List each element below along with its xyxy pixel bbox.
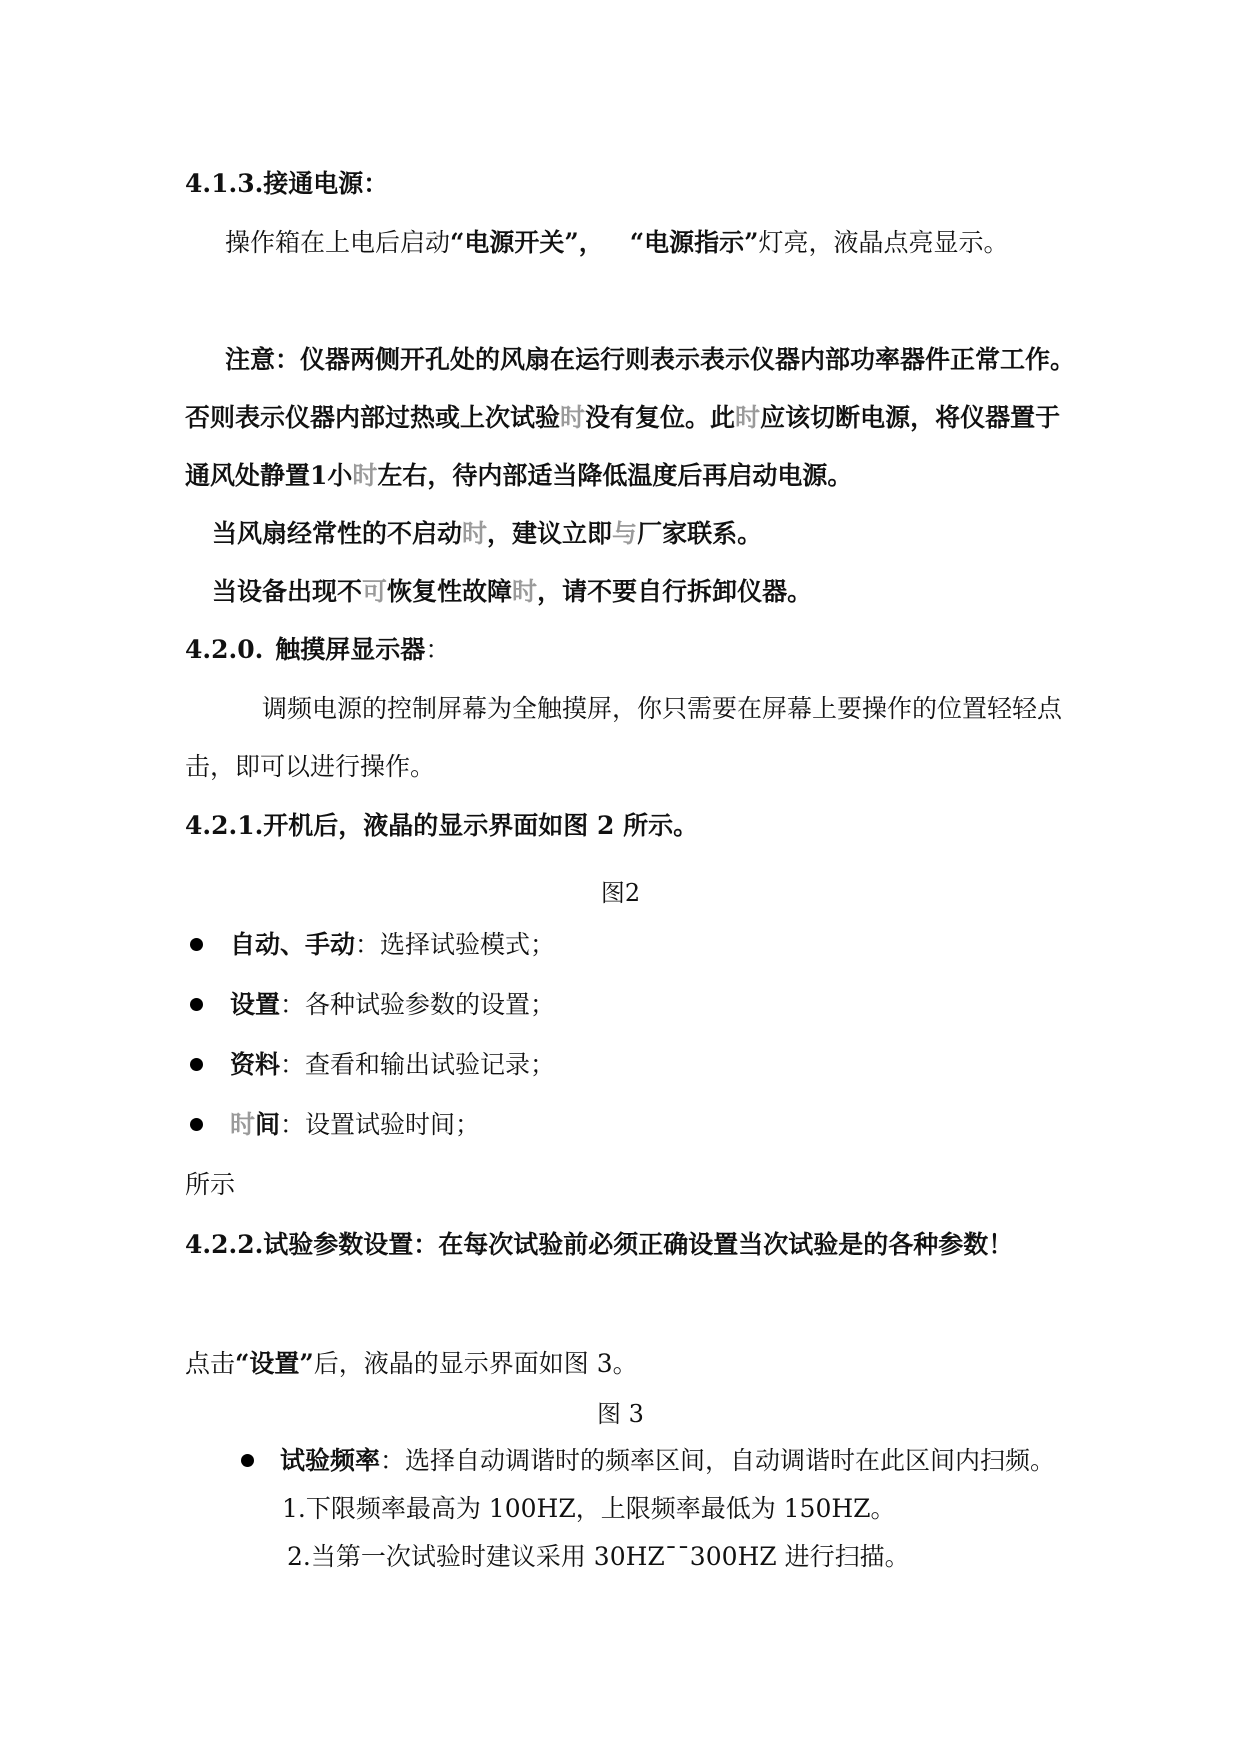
- list-item-desc: ：选择自动调谐时的频率区间，自动调谐时在此区间内扫频。: [380, 1446, 1056, 1475]
- list-item-desc: ：选择试验模式；: [355, 930, 556, 959]
- text-run: 当设备出现不: [212, 577, 363, 606]
- bullet-icon: [190, 1118, 203, 1131]
- list-item-term: 时: [230, 1110, 256, 1139]
- text-run: 灯亮，液晶点亮显示。: [758, 228, 1009, 257]
- text-run: ：: [425, 635, 451, 664]
- section-heading-4-2-0: [185, 633, 450, 667]
- text-run: 恢复性故障: [387, 577, 513, 606]
- text-run: 没有复位。此: [585, 403, 736, 432]
- text-run: 否则表示仪器内部过热或上次试验: [185, 403, 561, 432]
- settings-label: “设置”: [235, 1349, 314, 1378]
- text-run: 时: [512, 577, 538, 606]
- list-item-desc: ：各种试验参数的设置；: [280, 990, 556, 1019]
- power-switch-label: “电源开关”，: [450, 228, 604, 257]
- text-run: 时: [352, 461, 378, 490]
- power-on-paragraph: [225, 226, 1009, 260]
- text-run: 点击: [185, 1349, 236, 1378]
- text-run: 可: [362, 577, 388, 606]
- text-run: 与: [612, 519, 638, 548]
- bullet-icon: [190, 998, 203, 1011]
- touchscreen-paragraph-line-2: 击，即可以进行操作。: [185, 752, 436, 781]
- settings-click-paragraph: [185, 1347, 638, 1381]
- text-run: 后，液晶的显示界面如图 3。: [313, 1349, 638, 1378]
- text-run: 4.2.0.: [185, 635, 264, 664]
- trailing-text: 所示: [185, 1170, 236, 1199]
- bullet-icon: [241, 1454, 254, 1467]
- list-item: [230, 928, 555, 962]
- section-heading-4-1-3: 4.1.3.接通电源：: [185, 169, 389, 198]
- bullet-icon: [190, 1058, 203, 1071]
- text-run: 通风处静置1小: [185, 461, 353, 490]
- touchscreen-paragraph-line-1: 调频电源的控制屏幕为全触摸屏，你只需要在屏幕上要操作的位置轻轻点: [262, 694, 1063, 723]
- text-run: 时: [735, 403, 761, 432]
- list-item-term: 设置: [230, 990, 281, 1019]
- note-line-3: [185, 459, 852, 493]
- list-item-term: 自动、手动: [230, 930, 356, 959]
- numbered-item-1: 1.下限频率最高为 100HZ，上限频率最低为 150HZ。: [282, 1494, 896, 1523]
- figure-2-caption: 图2: [600, 879, 641, 907]
- list-item: [230, 1108, 480, 1142]
- figure-3-caption: 图 3: [597, 1400, 644, 1428]
- note-line-1: 注意：仪器两侧开孔处的风扇在运行则表示表示仪器内部功率器件正常工作。: [225, 345, 1076, 374]
- text-run: 操作箱在上电后启动: [225, 228, 451, 257]
- numbered-item-2: 2.当第一次试验时建议采用 30HZ¯¯300HZ 进行扫描。: [287, 1542, 910, 1571]
- text-run: 触摸屏显示器: [275, 635, 426, 664]
- text-run: ，请不要自行拆卸仪器。: [537, 577, 813, 606]
- list-item-term: 间: [255, 1110, 281, 1139]
- text-run: ，建议立即: [487, 519, 613, 548]
- text-run: 左右，待内部适当降低温度后再启动电源。: [377, 461, 853, 490]
- list-item: [280, 1444, 1055, 1478]
- power-indicator-label: “电源指示”: [629, 228, 759, 257]
- note-line-2: [185, 401, 1060, 435]
- text-run: 时: [560, 403, 586, 432]
- list-item: [230, 988, 555, 1022]
- text-run: 当风扇经常性的不启动: [212, 519, 463, 548]
- text-run: 厂家联系。: [637, 519, 763, 548]
- list-item-term: 试验频率: [280, 1446, 381, 1475]
- text-run: 时: [462, 519, 488, 548]
- text-run: 应该切断电源，将仪器置于: [760, 403, 1061, 432]
- list-item-desc: ：设置试验时间；: [280, 1110, 481, 1139]
- bullet-icon: [190, 938, 203, 951]
- list-item: [230, 1048, 555, 1082]
- note-line-4: [212, 517, 762, 551]
- list-item-desc: ：查看和输出试验记录；: [280, 1050, 556, 1079]
- note-line-5: [212, 575, 812, 609]
- section-heading-4-2-1: 4.2.1.开机后，液晶的显示界面如图 2 所示。: [185, 811, 699, 840]
- section-heading-4-2-2: 4.2.2.试验参数设置：在每次试验前必须正确设置当次试验是的各种参数！: [185, 1230, 1014, 1259]
- list-item-term: 资料: [230, 1050, 281, 1079]
